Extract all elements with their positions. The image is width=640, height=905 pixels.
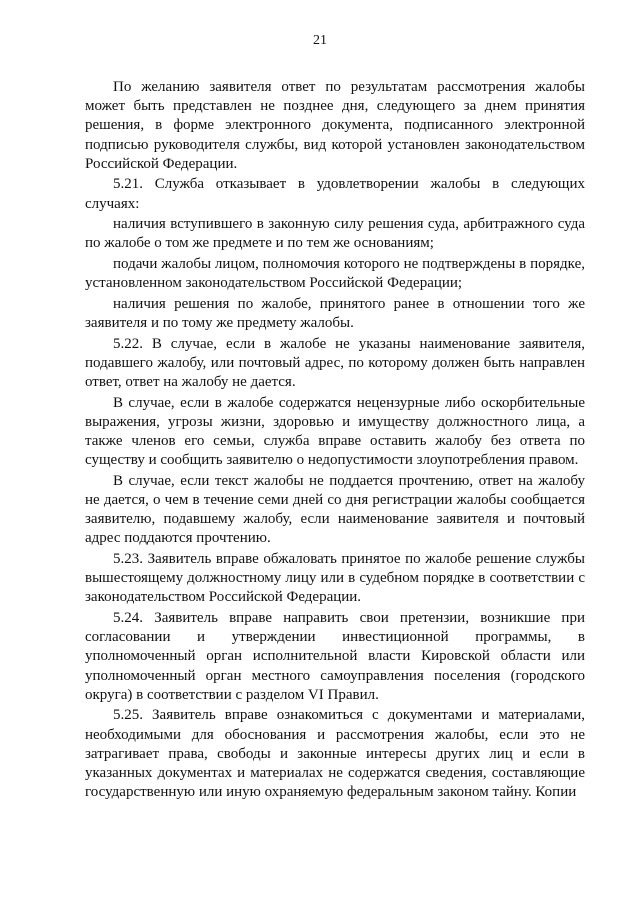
paragraph-5-24: 5.24. Заявитель вправе направить свои претензии, возникшие при согласовании и утверждении инвестиционной программы, в уполномоченный орган исполнительной власти Кировской области или уполномоченный орган местного самоуправления поселения (городского округа) в соответствии с разделом VI Правил. [85,610,585,703]
paragraph-offensive-content: В случае, если в жалобе содержатся нецензурные либо оскорбительные выражения, угрозы жизни, здоровью и имуществу должностного лица, а также членов его семьи, служба вправе оставить жалобу без ответа по существу и сообщить заявителю о недопустимости злоупотребления правом. [85,394,585,469]
paragraph-unconfirmed-authority: подачи жалобы лицом, полномочия которого не подтверждены в порядке, установленном законодательством Российской Федерации; [85,256,585,292]
paragraph-previous-decision: наличия решения по жалобе, принятого ранее в отношении того же заявителя и по тому же предмету жалобы. [85,295,585,331]
paragraph-5-23: 5.23. Заявитель вправе обжаловать принятое по жалобе решение службы вышестоящему должностному лицу или в судебном порядке в соответствии с законодательством Российской Федерации. [85,551,585,606]
paragraph-court-decision: наличия вступившего в законную силу решения суда, арбитражного суда по жалобе о том же предмете и по тем же основаниям; [85,216,585,252]
page-number: 21 [313,33,327,48]
paragraph-5-22: 5.22. В случае, если в жалобе не указаны наименование заявителя, подавшего жалобу, или почтовый адрес, по которому должен быть направлен ответ, ответ на жалобу не дается. [85,335,585,390]
paragraph-5-25: 5.25. Заявитель вправе ознакомиться с документами и материалами, необходимыми для обоснования и рассмотрения жалобы, если это не затрагивает права, свободы и законные интересы других лиц и если в указанных документах и материалах не содержатся сведения, составляющие государственную или иную охраняемую федеральным законом тайну. Копии [85,707,585,801]
paragraph-response-form: По желанию заявителя ответ по результатам рассмотрения жалобы может быть представлен не позднее дня, следующего за днем принятия решения, в форме электронного документа, подписанного электронной подписью руководителя службы, вид которой установлен законодательством Российской Федерации. [85,79,585,172]
document-body [85,78,585,804]
paragraph-5-21: 5.21. Служба отказывает в удовлетворении жалобы в следующих случаях: [85,176,585,212]
paragraph-unreadable-text: В случае, если текст жалобы не поддается прочтению, ответ на жалобу не дается, о чем в течение семи дней со дня регистрации жалобы сообщается заявителю, подавшему жалобу, если наименование заявителя и почтовый адрес поддаются прочтению. [85,472,585,547]
